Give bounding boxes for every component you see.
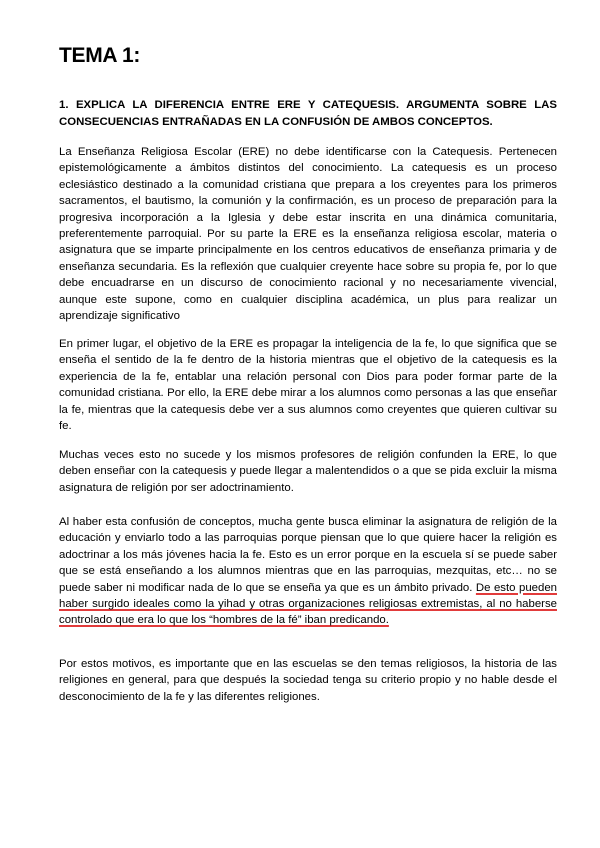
- paragraph-5: Por estos motivos, es importante que en las escuelas se den temas religiosos, la historia de las religiones en general, para que después la sociedad tenga su criterio propio y no hable desde el desconocimiento de la fe y las diferentes religiones.: [59, 658, 557, 703]
- document-title: TEMA 1:: [59, 44, 141, 67]
- paragraph-4-text: Al haber esta confusión de conceptos, mucha gente busca eliminar la asignatura de religión de la educación y enviarlo todo a las parroquias porque piensan que lo que quiere hacer la religión es adoctrinar a los más jóvenes hacia la fe. Esto es un error porque en la escuela sí se puede saber que se está enseñando a los alumnos mientras que en las parroquias, mezquitas, etc… no se puede saber ni modificar nada de lo que se enseña ya que es un ámbito privado.: [59, 516, 557, 594]
- question-heading: 1. EXPLICA LA DIFERENCIA ENTRE ERE Y CATEQUESIS. ARGUMENTA SOBRE LAS CONSECUENCIAS ENTRAÑADAS EN LA CONFUSIÓN DE AMBOS CONCEPTOS.: [59, 99, 557, 128]
- underlined-sentence: De esto pueden haber surgido ideales como la yihad y otras organizaciones religiosas extremistas, al no haberse controlado que era lo que los “hombres de la fé” iban predicando.: [59, 581, 557, 627]
- paragraph-2: En primer lugar, el objetivo de la ERE es propagar la inteligencia de la fe, lo que significa que se enseña el sentido de la fe dentro de la historia mientras que el objetivo de la catequesis es la experiencia de la fe, entablar una relación personal con Dios para poder formar parte de la comunidad cristiana. Por ello, la ERE debe mirar a los alumnos como personas a las que enseñar la fe, mientras que la catequesis debe ver a sus alumnos como creyentes que quieren cultivar su fe.: [59, 338, 557, 433]
- paragraph-1: La Enseñanza Religiosa Escolar (ERE) no debe identificarse con la Catequesis. Pertenecen epistemológicamente a ámbitos distintos del conocimiento. La catequesis es un proceso eclesiástico destinado a la comunidad cristiana que prepara a los creyentes para los primeros sacramentos, el bautismo, la comunión y la confirmación, es un proceso de preparación para la progresiva incorporación a la Iglesia y debe estar inscrita en una dinámica comunitaria, preferentemente parroquial. Por su parte la ERE es la enseñanza religiosa escolar, materia o asignatura que se imparte principalmente en los centros educativos de enseñanza primaria y de enseñanza secundaria. Es la reflexión que cualquier creyente hace sobre su propia fe, por lo que debe encuadrarse en un discurso de conocimiento racional y no necesariamente vivencial, aunque este supone, como en cualquier disciplina académica, un plus para realizar un aprendizaje significativo: [59, 146, 557, 323]
- paragraph-3: Muchas veces esto no sucede y los mismos profesores de religión confunden la ERE, lo que deben enseñar con la catequesis y puede llegar a malentendidos o a que se pida excluir la misma asignatura de religión por ser adoctrinamiento.: [59, 449, 557, 494]
- paragraph-4: [59, 514, 557, 629]
